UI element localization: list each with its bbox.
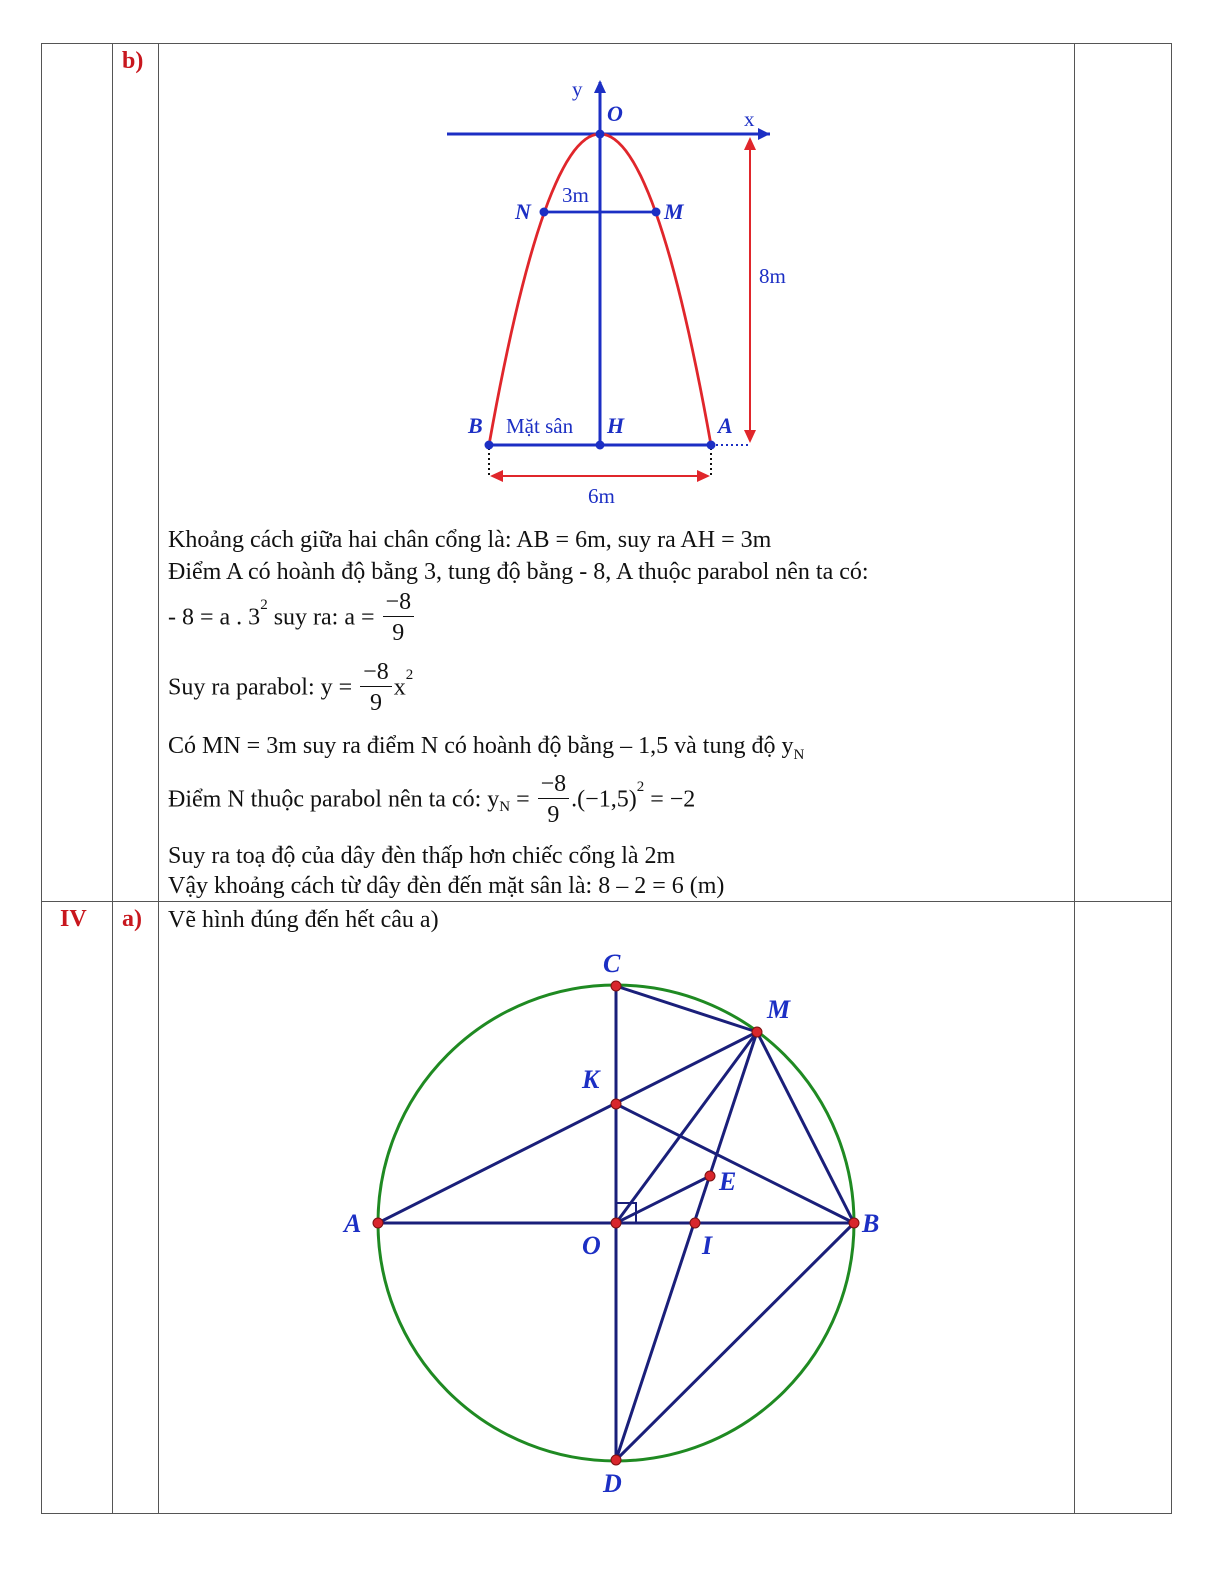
part-cell [113, 44, 159, 902]
text-line-7: Suy ra toạ độ của dây đèn thấp hơn chiếc cổng là 2m [168, 843, 676, 869]
yn-end: = −2 [644, 786, 696, 813]
score-cell [1075, 44, 1172, 902]
yn-post: .(−1,5) [571, 786, 637, 813]
text-line-4 [168, 660, 413, 715]
point-i [690, 1218, 700, 1228]
point-e [705, 1171, 715, 1181]
label-3m: 3m [562, 183, 589, 207]
label-a: A [718, 413, 733, 438]
point-b [849, 1218, 859, 1228]
eq-a-pre: - 8 = a . 3 [168, 604, 261, 631]
fraction-yn [538, 772, 570, 827]
part-label-a: a) [122, 906, 142, 932]
arrow-left-icon [490, 470, 503, 482]
section-cell [42, 901, 113, 1513]
label-k: K [582, 1065, 600, 1094]
point-c [611, 981, 621, 991]
parabola-pre: Suy ra parabol: y = [168, 674, 359, 701]
label-i: I [702, 1231, 713, 1260]
text-line-3 [168, 590, 416, 645]
point-h [596, 441, 605, 450]
eq-a-sup: 2 [260, 597, 268, 614]
arrow-up-icon [744, 137, 756, 150]
section-cell [42, 44, 113, 902]
point-o [596, 130, 605, 139]
segment-db [616, 1223, 854, 1460]
label-y-axis: y [572, 77, 583, 101]
parabola-sup: 2 [405, 667, 414, 684]
part-cell [113, 901, 159, 1513]
point-k [611, 1099, 621, 1109]
fraction-parabola [360, 660, 392, 715]
point-d [611, 1455, 621, 1465]
label-o: O [582, 1231, 601, 1260]
fraction-a [383, 590, 415, 645]
segment-cm [616, 986, 757, 1032]
parabola-gate-figure [440, 70, 800, 520]
point-m [752, 1027, 762, 1037]
arrow-down-icon [744, 430, 756, 443]
section-label-iv: IV [60, 906, 87, 932]
label-8m: 8m [759, 264, 786, 288]
fraction-numerator: −8 [383, 590, 415, 617]
label-mat-san: Mặt sân [506, 414, 574, 438]
y-axis-arrow-icon [594, 80, 606, 93]
label-6m: 6m [588, 484, 615, 508]
point-b [485, 441, 494, 450]
text-line-8: Vậy khoảng cách từ dây đèn đến mặt sân là: 8 – 2 = 6 (m) [168, 873, 725, 899]
text-line-6 [168, 772, 695, 827]
fraction-numerator: −8 [360, 660, 392, 687]
label-c: C [603, 949, 621, 978]
yn-sup: 2 [636, 779, 645, 796]
point-o [611, 1218, 621, 1228]
circle-geometry-figure [330, 940, 900, 1505]
row2-line-1: Vẽ hình đúng đến hết câu a) [168, 907, 439, 933]
text-line-5 [168, 734, 804, 763]
text-line-1: Khoảng cách giữa hai chân cổng là: AB = 6m, suy ra AH = 3m [168, 527, 772, 553]
text-line-2: Điểm A có hoành độ bằng 3, tung độ bằng - 8, A thuộc parabol nên ta có: [168, 559, 869, 585]
eq-a-mid: suy ra: a = [267, 604, 381, 631]
fraction-numerator: −8 [538, 772, 570, 799]
mn-text: Có MN = 3m suy ra điểm N có hoành độ bằng – 1,5 và tung độ y [168, 733, 794, 759]
fraction-denominator: 9 [369, 690, 382, 716]
parabola-x: x [393, 674, 406, 701]
label-x-axis: x [744, 107, 755, 131]
label-h: H [607, 413, 625, 438]
label-e: E [719, 1167, 737, 1196]
label-a: A [344, 1209, 362, 1238]
label-m: M [664, 199, 684, 224]
label-b: B [468, 413, 483, 438]
segment-mb [757, 1032, 854, 1223]
fraction-denominator: 9 [547, 802, 560, 828]
label-m: M [767, 995, 791, 1024]
label-d: D [603, 1469, 622, 1498]
yn-eq: = [510, 786, 536, 813]
score-cell [1075, 901, 1172, 1513]
part-label-b: b) [122, 48, 144, 74]
label-n: N [515, 199, 531, 224]
point-a [707, 441, 716, 450]
label-o: O [607, 101, 623, 126]
point-n [540, 208, 549, 217]
label-b: B [862, 1209, 880, 1238]
x-axis-arrow-icon [758, 128, 770, 140]
fraction-denominator: 9 [392, 620, 405, 646]
mn-sub: N [793, 746, 805, 763]
point-m [652, 208, 661, 217]
segment-am [378, 1032, 757, 1223]
yn-pre: Điểm N thuộc parabol nên ta có: y [168, 786, 500, 813]
point-a [373, 1218, 383, 1228]
yn-sub: N [499, 799, 511, 816]
arrow-right-icon [697, 470, 710, 482]
segment-dm [616, 1032, 757, 1460]
